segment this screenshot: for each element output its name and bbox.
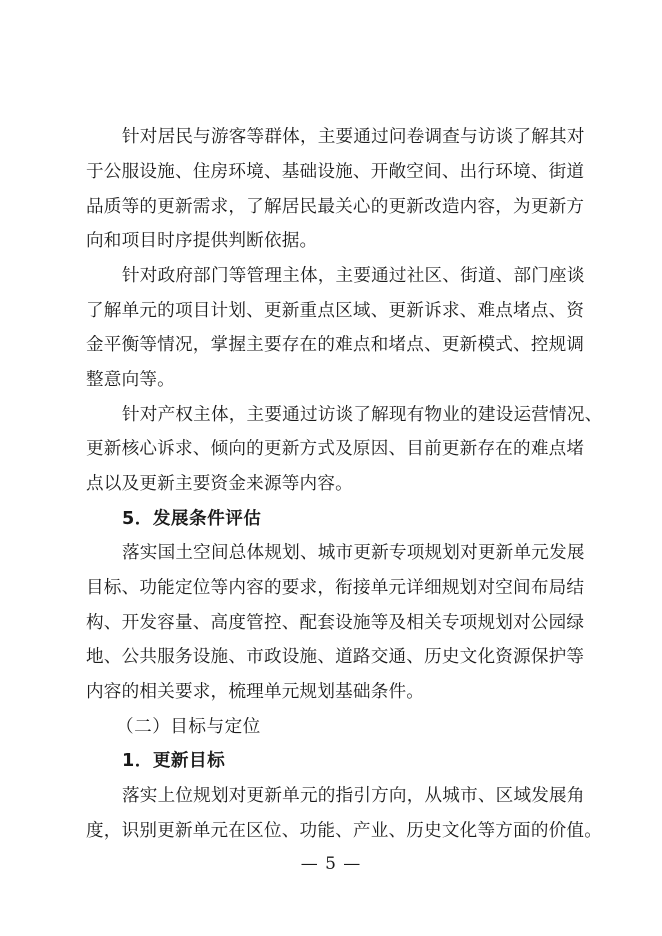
paragraph-line: 向和项目时序提供判断依据。 xyxy=(86,231,318,251)
paragraph-line: 落实上位规划对更新单元的指引方向，从城市、区域发展角 xyxy=(122,786,585,806)
paragraph-line: 针对居民与游客等群体，主要通过问卷调查与访谈了解其对 xyxy=(122,127,585,147)
paragraph-line: 落实国土空间总体规划、城市更新专项规划对更新单元发展 xyxy=(122,543,585,563)
paragraph-line: 更新核心诉求、倾向的更新方式及原因、目前更新存在的难点堵 xyxy=(86,439,585,459)
paragraph-line: 金平衡等情况，掌握主要存在的难点和堵点、更新模式、控规调 xyxy=(86,335,585,355)
section-heading: 1．更新目标 xyxy=(122,751,226,771)
paragraph-line: 内容的相关要求，梳理单元规划基础条件。 xyxy=(86,682,425,702)
page-number: — 5 — xyxy=(300,854,362,874)
part-heading: （二）目标与定位 xyxy=(116,717,261,737)
paragraph-line: 针对产权主体，主要通过访谈了解现有物业的建设运营情况、 xyxy=(122,405,603,425)
paragraph-line: 度，识别更新单元在区位、功能、产业、历史文化等方面的价值。 xyxy=(86,821,603,841)
paragraph-line: 品质等的更新需求，了解居民最关心的更新改造内容，为更新方 xyxy=(86,197,585,217)
paragraph-line: 地、公共服务设施、市政设施、道路交通、历史文化资源保护等 xyxy=(86,647,585,667)
section-heading: 5．发展条件评估 xyxy=(122,509,262,529)
paragraph-line: 点以及更新主要资金来源等内容。 xyxy=(86,474,353,494)
paragraph-line: 整意向等。 xyxy=(86,370,175,390)
paragraph-line: 构、开发容量、高度管控、配套设施等及相关专项规划对公园绿 xyxy=(86,613,585,633)
paragraph-line: 针对政府部门等管理主体，主要通过社区、街道、部门座谈 xyxy=(122,266,585,286)
paragraph-line: 目标、功能定位等内容的要求，衔接单元详细规划对空间布局结 xyxy=(86,578,585,598)
paragraph-line: 于公服设施、住房环境、基础设施、开敞空间、出行环境、街道 xyxy=(86,162,585,182)
paragraph-line: 了解单元的项目计划、更新重点区域、更新诉求、难点堵点、资 xyxy=(86,301,585,321)
